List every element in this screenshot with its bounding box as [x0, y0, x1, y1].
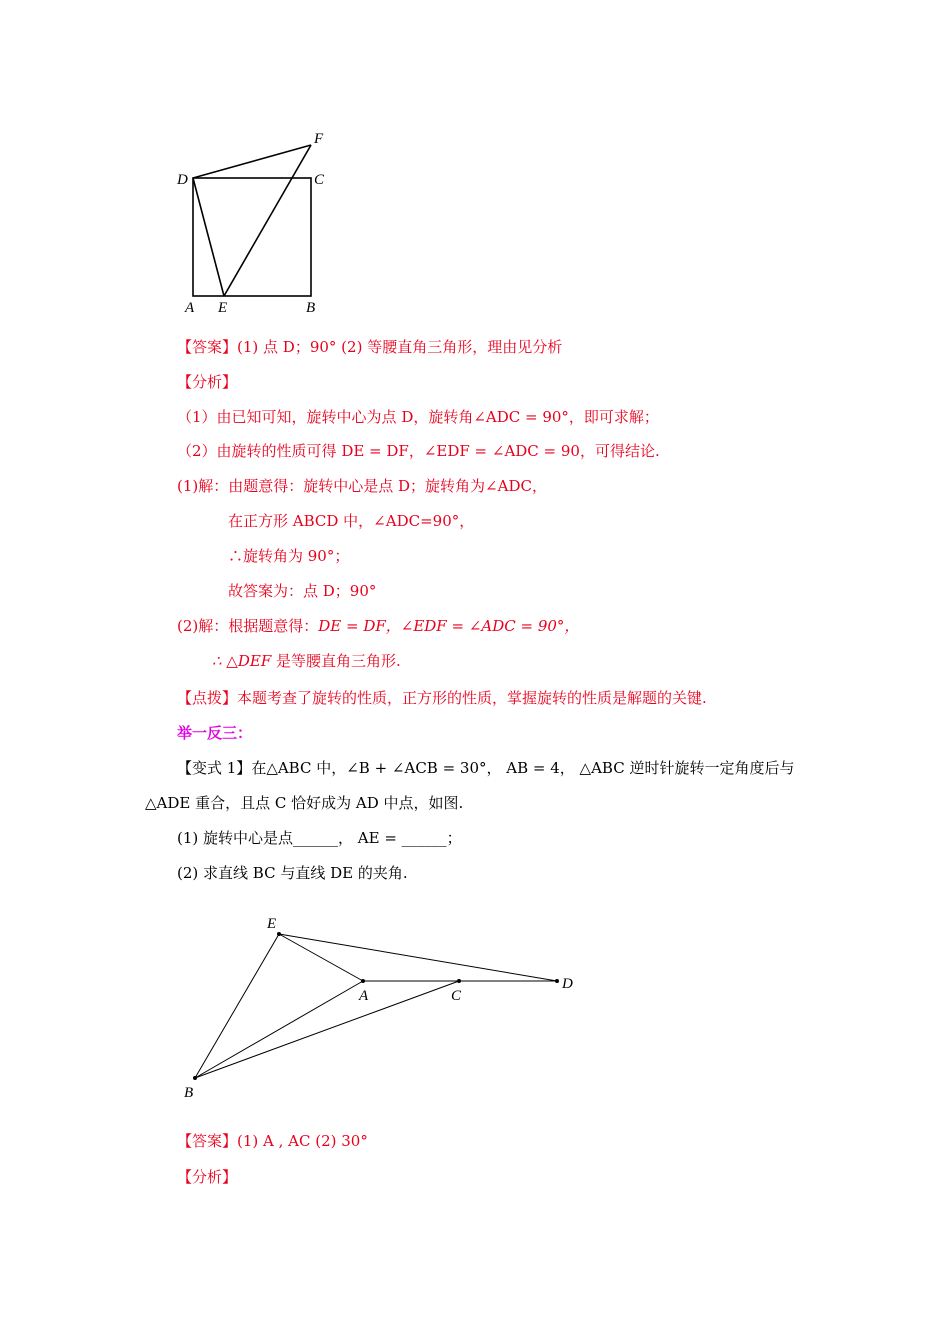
- answer-1-text: (1) 点 D；90° (2) 等腰直角三角形，理由见分析: [237, 338, 563, 356]
- solution-2-conclusion-text: 是等腰直角三角形.: [271, 652, 401, 670]
- label-e: E: [218, 300, 228, 316]
- point-b: [193, 1076, 197, 1080]
- solution-1-line-4: 故答案为：点 D；90°: [228, 582, 377, 600]
- label-a: A: [185, 300, 195, 316]
- label-a2: A: [359, 988, 369, 1004]
- analysis-1-tag: 【分析】: [177, 373, 238, 391]
- label-b2: B: [184, 1085, 194, 1101]
- label-c2: C: [451, 988, 462, 1004]
- point-e: [277, 932, 281, 936]
- analysis-1-point-1: （1）由已知可知，旋转中心为点 D，旋转角∠ADC = 90°，即可求解；: [177, 408, 659, 426]
- solution-1-line-2: 在正方形 ABCD 中，∠ADC=90°，: [228, 512, 475, 530]
- segment-ba: [195, 981, 363, 1078]
- solution-2-line-2: [212, 651, 401, 671]
- label-d2: D: [562, 976, 573, 992]
- point-a: [361, 979, 365, 983]
- label-e2: E: [267, 916, 277, 932]
- segment-de: [193, 178, 224, 296]
- segment-eb: [195, 934, 279, 1078]
- solution-2-line-1: [177, 616, 579, 636]
- analysis-1-point-2: （2）由旋转的性质可得 DE = DF，∠EDF = ∠ADC = 90，可得结论.: [177, 442, 660, 460]
- analysis-2-tag: 【分析】: [177, 1168, 238, 1186]
- point-c: [457, 979, 461, 983]
- triangle-rotation-figure: [0, 900, 950, 1120]
- answer-1: [177, 337, 562, 357]
- label-d: D: [177, 172, 188, 188]
- tip: [177, 688, 707, 708]
- variant-1-line-1: [177, 758, 794, 778]
- segment-bc: [195, 981, 459, 1078]
- variant-1-tag: 【变式 1】: [177, 759, 252, 777]
- point-d: [555, 979, 559, 983]
- label-c: C: [314, 172, 325, 188]
- answer-2: [177, 1131, 368, 1151]
- segment-df: [193, 145, 311, 178]
- solution-2-conclusion-math: ∴ △DEF: [212, 652, 272, 670]
- variant-1-question-1: (1) 旋转中心是点______， AE = ______；: [177, 829, 462, 847]
- answer-2-text: (1) A , AC (2) 30°: [237, 1132, 368, 1150]
- solution-1-line-3: ∴旋转角为 90°；: [228, 547, 350, 565]
- answer-2-tag: 【答案】: [177, 1132, 238, 1150]
- label-b: B: [306, 300, 316, 316]
- tip-tag: 【点拨】: [177, 689, 238, 707]
- square-rotation-figure: [0, 0, 950, 330]
- segment-ef: [224, 145, 311, 296]
- square-abcd: [193, 178, 311, 296]
- variant-1-question-2: (2) 求直线 BC 与直线 DE 的夹角.: [177, 864, 408, 882]
- section-heading: 举一反三：: [177, 724, 253, 742]
- solution-2-math: DE = DF，∠EDF = ∠ADC = 90°，: [318, 617, 580, 635]
- label-f: F: [314, 131, 324, 147]
- solution-1-line-1: (1)解：由题意得：旋转中心是点 D；旋转角为∠ADC，: [177, 477, 547, 495]
- variant-1-statement: 在△ABC 中，∠B + ∠ACB = 30°， AB = 4， △ABC 逆时针旋转一定角度后与: [251, 759, 795, 777]
- tip-text: 本题考查了旋转的性质，正方形的性质，掌握旋转的性质是解题的关键.: [237, 689, 707, 707]
- answer-1-tag: 【答案】: [177, 338, 238, 356]
- variant-1-line-2: △ADE 重合，且点 C 恰好成为 AD 中点，如图.: [145, 794, 464, 812]
- solution-2-prefix: (2)解：根据题意得：: [177, 617, 319, 635]
